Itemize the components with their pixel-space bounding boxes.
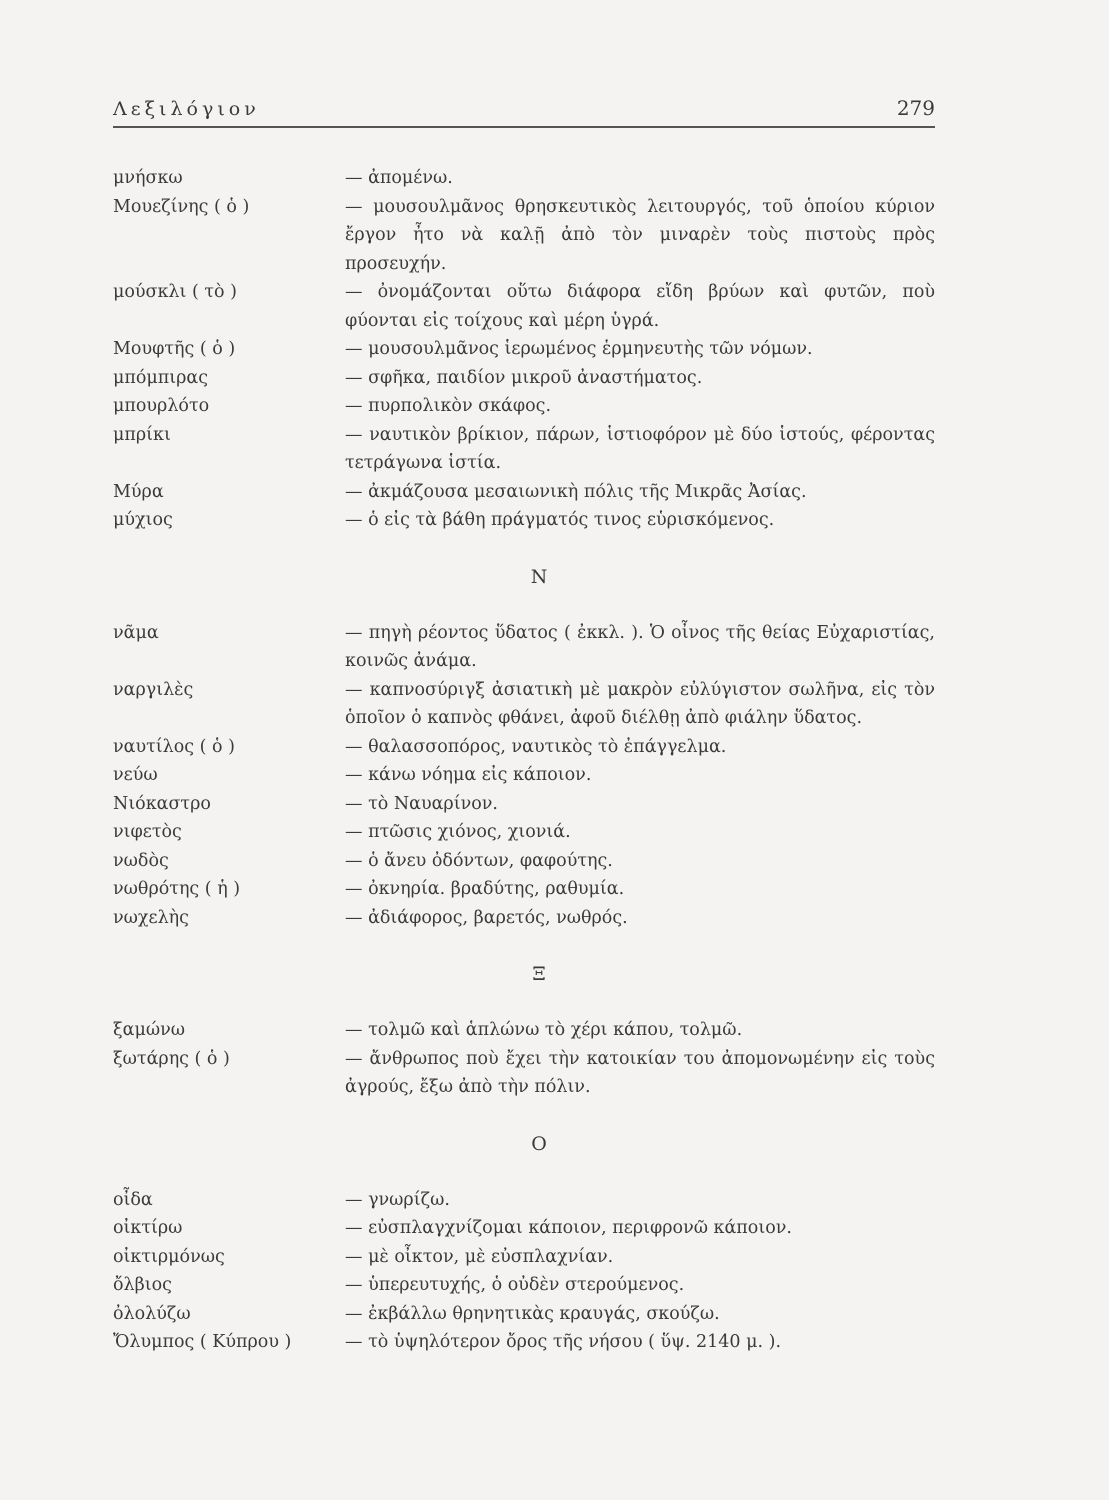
entry-definition: — μουσουλμᾶνος ἱερωμένος ἑρμηνευτὴς τῶν νόμων. (345, 339, 813, 359)
entry-term: νωθρότης ( ἡ ) (113, 879, 241, 899)
entry-term: ξωτάρης ( ὁ ) (113, 1048, 230, 1069)
section-letter-heading: Ξ (532, 963, 546, 985)
entry-definition: — ὁ ἄνευ ὀδόντων, φαφούτης. (345, 850, 613, 871)
entry-definition: — σφῆκα, παιδίον μικροῦ ἀναστήματος. (345, 367, 703, 388)
glossary-entry (113, 1186, 935, 1215)
dictionary-page (113, 88, 935, 1357)
entry-definition: — μὲ οἶκτον, μὲ εὐσπλαχνίαν. (345, 1246, 614, 1267)
glossary-entry (113, 619, 935, 676)
glossary-entry (113, 761, 935, 790)
entry-definition: — καπνοσύριγξ ἀσιατικὴ μὲ μακρὸν εὐλύγιστον σωλῆνα, εἰς τὸν ὁποῖον ὁ καπνὸς φθάνει, ἀφοῦ διέλθῃ ἀπὸ φιάλην ὕδατος. (345, 679, 935, 728)
entry-term: οἰκτίρω (113, 1218, 183, 1238)
entry-definition: — ὀνομάζονται οὕτω διάφορα εἴδη βρύων καὶ φυτῶν, ποὺ φύονται εἰς τοίχους καὶ μέρη ὑγρά. (345, 282, 935, 331)
glossary-entry (113, 1271, 935, 1300)
entry-definition: — εὐσπλαγχνίζομαι κάποιον, περιφρονῶ κάποιον. (345, 1218, 792, 1238)
entry-term: μπόμπιρας (113, 367, 209, 388)
entry-term: νεύω (113, 765, 158, 785)
entry-term: μνήσκω (113, 168, 183, 188)
entry-definition: — ἀδιάφορος, βαρετός, νωθρός. (345, 907, 628, 928)
entry-definition: — κάνω νόημα εἰς κάποιον. (345, 765, 592, 785)
entry-term: Ὄλυμπος ( Κύπρου ) (113, 1332, 292, 1352)
glossary-entry (113, 1328, 935, 1357)
glossary-entry (113, 278, 935, 335)
glossary-entry (113, 818, 935, 847)
entry-definition: — τὸ ὑψηλότερον ὄρος τῆς νήσου ( ὕψ. 2140 μ. ). (345, 1332, 782, 1352)
entry-definition: — πυρπολικὸν σκάφος. (345, 396, 552, 416)
page-title: Λεξιλόγιον (113, 98, 260, 120)
entry-definition: — ὁ εἰς τὰ βάθη πράγματός τινος εὑρισκόμενος. (345, 510, 775, 530)
entry-term: μούσκλι ( τὸ ) (113, 282, 237, 302)
glossary-entry (113, 335, 935, 364)
entry-term: οἶδα (113, 1189, 153, 1210)
entry-definition: — θαλασσοπόρος, ναυτικὸς τὸ ἐπάγγελμα. (345, 736, 727, 757)
entry-term: Μύρα (113, 481, 164, 502)
glossary-entry (113, 1016, 935, 1045)
page-header (113, 88, 935, 128)
section-letter-heading: Ο (531, 1132, 547, 1155)
entry-definition: — μουσουλμᾶνος θρησκευτικὸς λειτουργός, τοῦ ὁποίου κύριον ἔργον ἦτο νὰ καλῇ ἀπὸ τὸν μιναρὲν τοὺς πιστοὺς πρὸς προσευχήν. (345, 196, 935, 274)
entry-term: ξαμώνω (113, 1020, 186, 1040)
glossary-entry (113, 904, 935, 933)
entry-term: μπρίκι (113, 424, 171, 445)
entry-definition: — πηγὴ ρέοντος ὕδατος ( ἐκκλ. ). Ὁ οἶνος τῆς θείας Εὐχαριστίας, κοινῶς ἀνάμα. (345, 622, 935, 671)
entry-term: νωχελὴς (113, 907, 189, 928)
entry-definition: — τὸ Ναυαρίνον. (345, 793, 498, 814)
glossary-entry (113, 875, 935, 904)
glossary-entry (113, 421, 935, 478)
section-nu (113, 563, 935, 933)
glossary-entry (113, 1045, 935, 1102)
glossary-entry (113, 392, 935, 421)
glossary-entry (113, 790, 935, 819)
entry-definition: — γνωρίζω. (345, 1189, 450, 1210)
entry-definition: — ἄνθρωπος ποὺ ἔχει τὴν κατοικίαν του ἀπομονωμένην εἰς τοὺς ἀγρούς, ἔξω ἀπὸ τὴν πόλιν. (345, 1048, 935, 1097)
glossary-entry (113, 1214, 935, 1243)
glossary-entry (113, 1300, 935, 1329)
entry-term: μπουρλότο (113, 396, 210, 416)
entry-definition: — τολμῶ καὶ ἁπλώνω τὸ χέρι κάπου, τολμῶ. (345, 1020, 743, 1040)
entry-term: μύχιος (113, 510, 173, 530)
entry-term: ὀλολύζω (113, 1303, 191, 1324)
entry-term: ὄλβιος (113, 1275, 172, 1295)
entry-definition: — ἀπομένω. (345, 168, 453, 188)
page-number: 279 (896, 96, 935, 120)
entry-definition: — πτῶσις χιόνος, χιονιά. (345, 822, 571, 842)
glossary-entry (113, 506, 935, 535)
entry-definition: — ναυτικὸν βρίκιον, πάρων, ἱστιοφόρον μὲ δύο ἱστούς, φέροντας τετράγωνα ἱστία. (345, 424, 935, 473)
section-omicron (113, 1130, 935, 1357)
glossary-entry (113, 676, 935, 733)
section-mu (113, 164, 935, 535)
entry-term: νᾶμα (113, 622, 159, 643)
glossary-entry (113, 1243, 935, 1272)
glossary-content (113, 164, 935, 1357)
section-letter-heading: Ν (530, 565, 548, 588)
entry-definition: — ἐκβάλλω θρηνητικὰς κραυγάς, σκούζω. (345, 1303, 720, 1324)
entry-term: οἰκτιρμόνως (113, 1246, 225, 1267)
glossary-entry (113, 733, 935, 762)
entry-definition: — ἀκμάζουσα μεσαιωνικὴ πόλις τῆς Μικρᾶς Ἀσίας. (345, 481, 807, 502)
entry-term: ναργιλὲς (113, 679, 194, 700)
glossary-entry (113, 193, 935, 279)
entry-term: Μουεζίνης ( ὁ ) (113, 196, 250, 217)
glossary-entry (113, 164, 935, 193)
entry-term: ναυτίλος ( ὁ ) (113, 736, 235, 757)
entry-definition: — ὑπερευτυχής, ὁ οὐδὲν στερούμενος. (345, 1275, 685, 1295)
glossary-entry (113, 364, 935, 393)
entry-definition: — ὀκνηρία. βραδύτης, ραθυμία. (345, 879, 625, 899)
entry-term: νιφετὸς (113, 822, 182, 842)
section-xi (113, 960, 935, 1102)
entry-term: Μουφτῆς ( ὁ ) (113, 339, 236, 359)
glossary-entry (113, 847, 935, 876)
entry-term: νωδὸς (113, 850, 169, 871)
glossary-entry (113, 478, 935, 507)
entry-term: Νιόκαστρο (113, 793, 211, 814)
